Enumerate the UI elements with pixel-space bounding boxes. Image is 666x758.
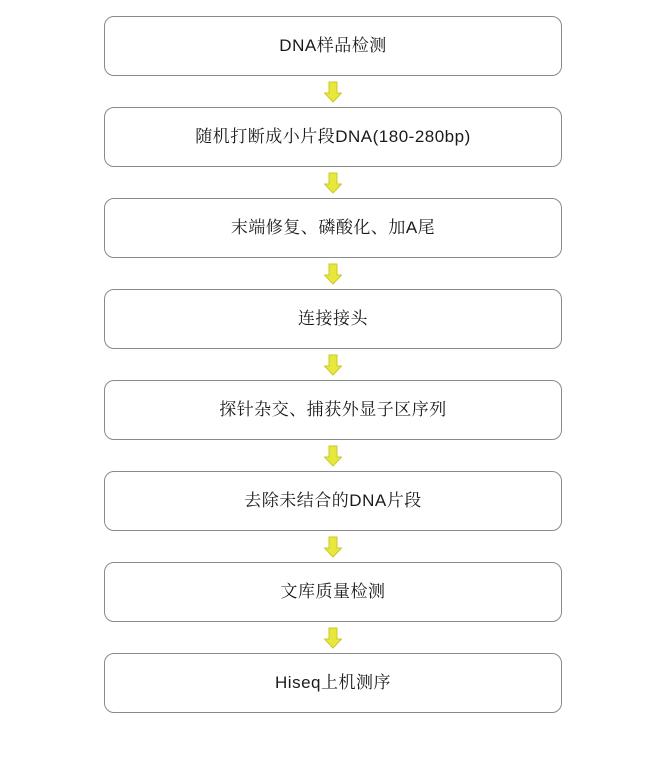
flow-node-4[interactable]: [104, 289, 562, 349]
down-arrow-icon: [324, 354, 342, 376]
flow-arrow-1: [324, 76, 342, 107]
down-arrow-icon: [324, 445, 342, 467]
flow-arrow-7: [324, 622, 342, 653]
down-arrow-icon: [324, 263, 342, 285]
flow-node-5[interactable]: [104, 380, 562, 440]
flow-arrow-6: [324, 531, 342, 562]
flow-arrow-2: [324, 167, 342, 198]
flow-node-7[interactable]: [104, 562, 562, 622]
flow-arrow-4: [324, 349, 342, 380]
flow-node-label: 末端修复、磷酸化、加A尾: [230, 217, 436, 237]
flow-node-label: 探针杂交、捕获外显子区序列: [219, 399, 447, 419]
down-arrow-icon: [324, 172, 342, 194]
flow-node-3[interactable]: [104, 198, 562, 258]
flow-arrow-3: [324, 258, 342, 289]
flow-node-label: Hiseq上机测序: [275, 672, 391, 692]
flow-node-6[interactable]: [104, 471, 562, 531]
down-arrow-icon: [324, 81, 342, 103]
flow-node-label: DNA样品检测: [279, 35, 387, 55]
flow-arrow-5: [324, 440, 342, 471]
flow-node-8[interactable]: [104, 653, 562, 713]
flow-node-1[interactable]: [104, 16, 562, 76]
flow-node-label: 连接接头: [298, 308, 368, 328]
flow-node-2[interactable]: [104, 107, 562, 167]
flow-node-label: 文库质量检测: [280, 581, 386, 601]
down-arrow-icon: [324, 536, 342, 558]
flow-node-label: 去除未结合的DNA片段: [244, 490, 422, 510]
flow-node-label: 随机打断成小片段DNA(180-280bp): [195, 126, 471, 146]
down-arrow-icon: [324, 627, 342, 649]
